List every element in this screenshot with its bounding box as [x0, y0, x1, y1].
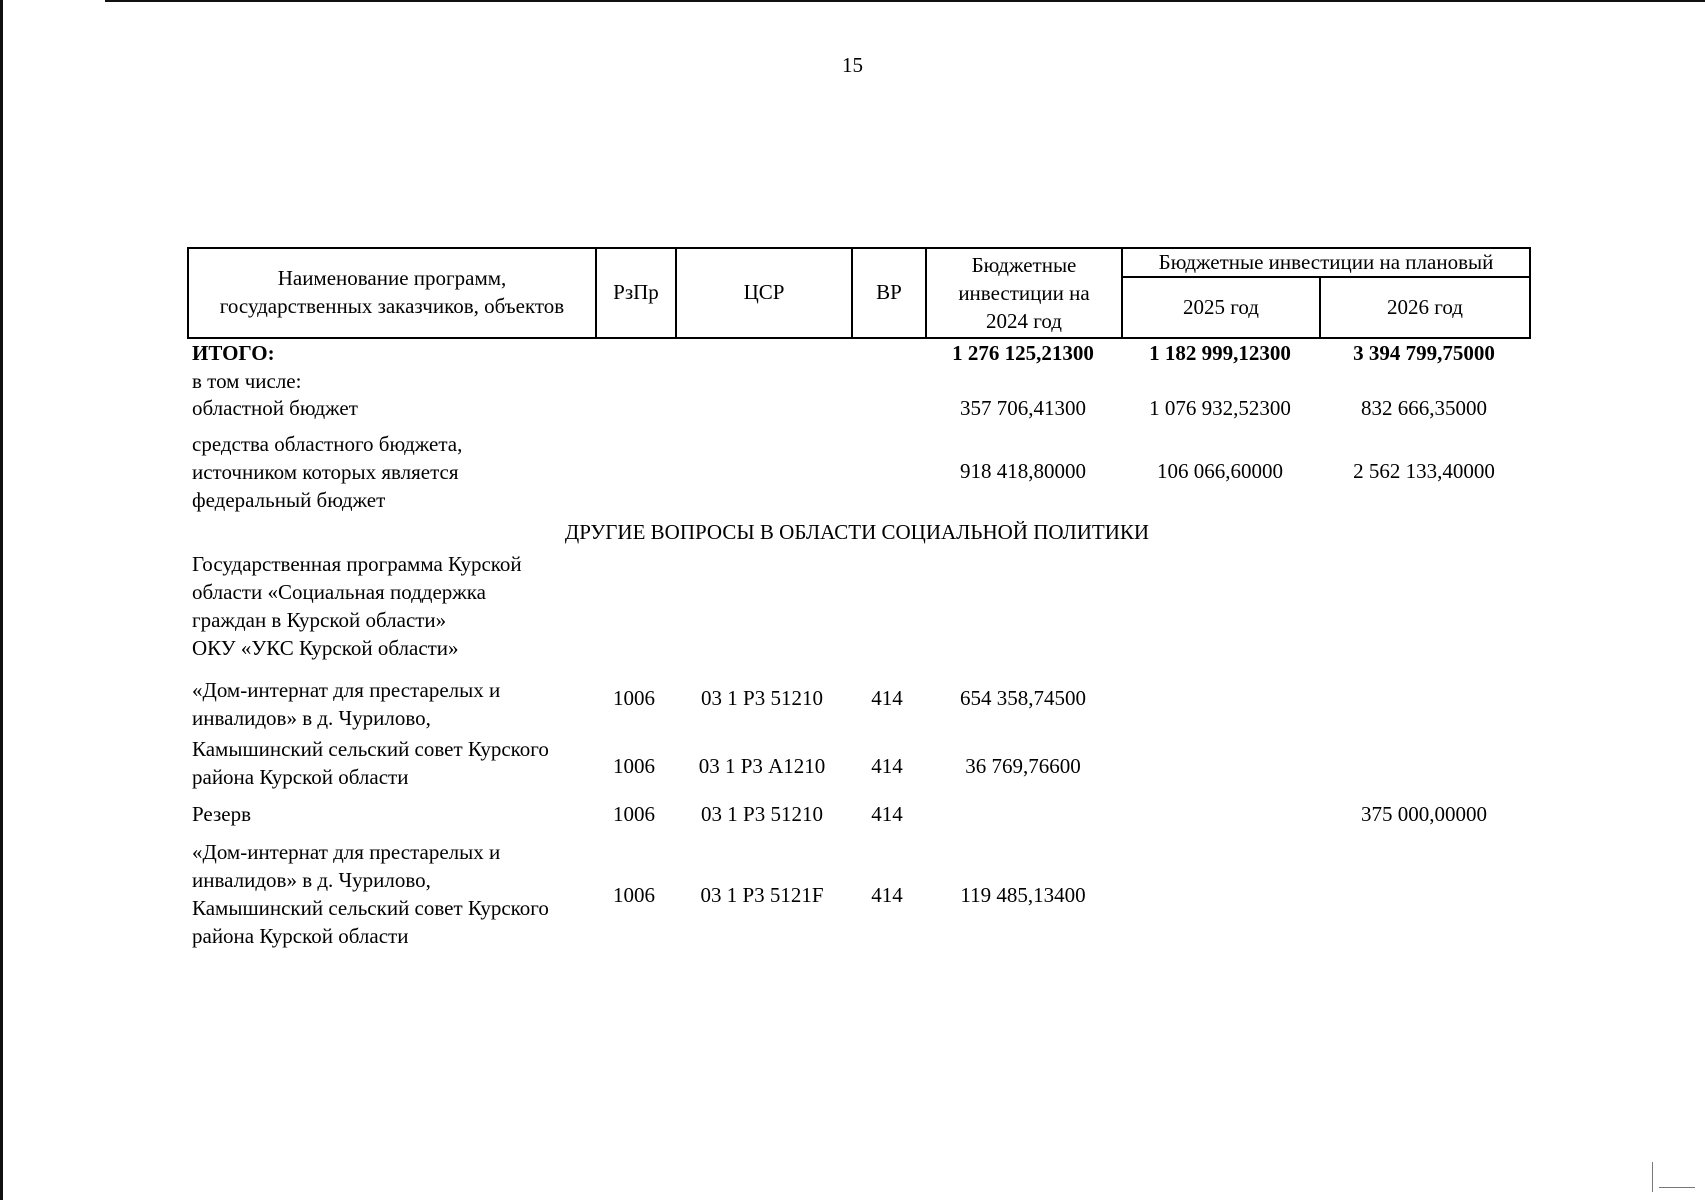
scan-corner-mark	[1659, 1187, 1695, 1188]
row4-name-line1: «Дом-интернат для престарелых и	[192, 840, 501, 864]
program-line2: области «Социальная поддержка	[192, 580, 486, 604]
federal-label-line1: средства областного бюджета,	[192, 432, 463, 456]
row3-rzpr: 1006	[613, 802, 655, 826]
total-2025: 1 182 999,12300	[1149, 341, 1291, 365]
row2-csr: 03 1 Р3 А1210	[698, 754, 826, 778]
row2-vr: 414	[871, 754, 903, 778]
header-inv2024-line2: инвестиции на	[958, 281, 1090, 305]
scan-left-edge	[0, 0, 3, 1200]
row1-vr: 414	[871, 686, 903, 710]
row4-2024: 119 485,13400	[960, 883, 1086, 907]
row2-name-line2: района Курской области	[192, 765, 409, 789]
row3-name-line1: Резерв	[192, 802, 252, 826]
regional-2024: 357 706,41300	[960, 396, 1086, 420]
regional-2025: 1 076 932,52300	[1149, 396, 1291, 420]
scan-corner-mark	[1652, 1162, 1653, 1192]
regional-budget-label: областной бюджет	[192, 396, 358, 420]
total-2026: 3 394 799,75000	[1353, 341, 1495, 365]
row4-name-line4: района Курской области	[192, 924, 409, 948]
table-header	[187, 247, 1531, 339]
row4-vr: 414	[871, 883, 903, 907]
total-2024: 1 276 125,21300	[952, 341, 1094, 365]
federal-2025: 106 066,60000	[1157, 459, 1283, 483]
header-planned: Бюджетные инвестиции на плановый	[1158, 250, 1494, 274]
regional-2026: 832 666,35000	[1361, 396, 1487, 420]
page-number: 15	[842, 53, 863, 77]
row2-2024: 36 769,76600	[965, 754, 1081, 778]
including-label: в том числе:	[192, 369, 302, 393]
row4-csr: 03 1 Р3 5121F	[700, 883, 824, 907]
total-label: ИТОГО:	[192, 341, 275, 365]
row1-2024: 654 358,74500	[960, 686, 1086, 710]
federal-2024: 918 418,80000	[960, 459, 1086, 483]
header-inv2024-line1: Бюджетные	[971, 253, 1077, 277]
header-2025: 2025 год	[1183, 295, 1259, 319]
federal-2026: 2 562 133,40000	[1353, 459, 1495, 483]
row3-2026: 375 000,00000	[1361, 802, 1487, 826]
program-line4: ОКУ «УКС Курской области»	[192, 636, 459, 660]
row2-name-line1: Камышинский сельский совет Курского	[192, 737, 549, 761]
header-csr: ЦСР	[743, 280, 785, 304]
row4-rzpr: 1006	[613, 883, 655, 907]
row3-csr: 03 1 Р3 51210	[701, 802, 823, 826]
federal-label-line2: источником которых является	[192, 460, 459, 484]
program-line3: граждан в Курской области»	[192, 608, 447, 632]
section-title: ДРУГИЕ ВОПРОСЫ В ОБЛАСТИ СОЦИАЛЬНОЙ ПОЛИТИКИ	[564, 520, 1150, 544]
header-2026: 2026 год	[1387, 295, 1463, 319]
row4-name-line3: Камышинский сельский совет Курского	[192, 896, 549, 920]
row1-rzpr: 1006	[613, 686, 655, 710]
header-inv2024-line3: 2024 год	[986, 309, 1062, 333]
row1-name-line2: инвалидов» в д. Чурилово,	[192, 706, 431, 730]
header-name-line2: государственных заказчиков, объектов	[219, 294, 565, 318]
program-line1: Государственная программа Курской	[192, 552, 522, 576]
header-name-line1: Наименование программ,	[277, 266, 507, 290]
row1-csr: 03 1 Р3 51210	[701, 686, 823, 710]
header-rzpr: РзПр	[613, 280, 659, 304]
row1-name-line1: «Дом-интернат для престарелых и	[192, 678, 501, 702]
row2-rzpr: 1006	[613, 754, 655, 778]
row3-vr: 414	[871, 802, 903, 826]
scan-top-edge	[105, 0, 1705, 2]
header-vr: ВР	[876, 280, 902, 304]
federal-label-line3: федеральный бюджет	[192, 488, 386, 512]
row4-name-line2: инвалидов» в д. Чурилово,	[192, 868, 431, 892]
